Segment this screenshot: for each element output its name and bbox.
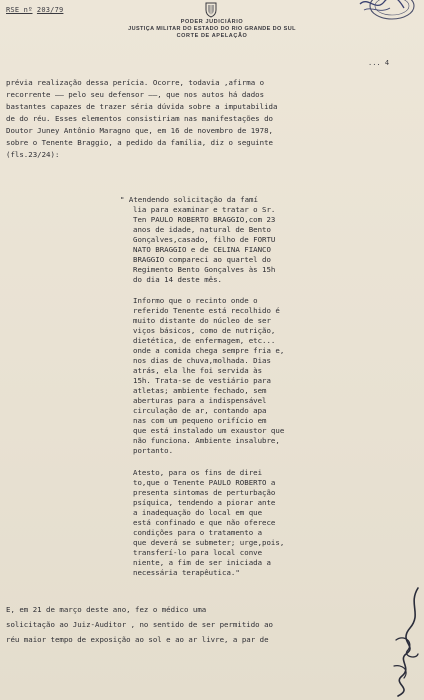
document-reference	[6, 6, 63, 14]
coat-of-arms-icon	[204, 2, 218, 18]
header-court: JUSTIÇA MILITAR DO ESTADO DO RIO GRANDE DO SUL	[128, 26, 296, 32]
quote-line: dietética, de enfermagem, etc...	[133, 336, 276, 345]
text-line: de do réu. Esses elementos consistiriam nas manifestações do	[6, 114, 273, 123]
reference-prefix: RSE nº	[6, 6, 33, 14]
quote-line: muito distante do núcleo de ser	[133, 316, 271, 325]
quote-line: " Atendendo solicitação da famí	[120, 195, 258, 204]
text-line: réu maior tempo de exposição ao sol e ao ar livre, a par de	[6, 635, 269, 644]
text-line: E, em 21 de março deste ano, fez o médico uma	[6, 605, 207, 614]
quote-line: BRAGGIO compareci ao quartel do	[133, 255, 271, 264]
quote-line: atletas; ambiente fechado, sem	[133, 386, 267, 395]
quote-line: que está instalado um exaustor que	[133, 426, 285, 435]
text-line: solicitação ao Juiz-Auditor , no sentido de ser permitido ao	[6, 620, 273, 629]
quote-line: nas com um pequeno orifício em	[133, 416, 267, 425]
quote-line: condições para o tratamento a	[133, 528, 263, 537]
quote-line: está confinado e que não oferece	[133, 518, 276, 527]
quote-line: não funciona. Ambiente insalubre,	[133, 436, 280, 445]
text-line: Doutor Juney Antônio Maragno que, em 16 de novembro de 1978,	[6, 126, 273, 135]
quote-line: presenta sintomas de perturbação	[133, 488, 276, 497]
quote-line: a inadequação do local em que	[133, 508, 263, 517]
text-line: prévia realização dessa perícia. Ocorre, todavia ,afirma o	[6, 78, 265, 87]
quote-line: niente, a fim de ser iniciada a	[133, 558, 271, 567]
text-line: (fls.23/24):	[6, 150, 60, 159]
header-institution: PODER JUDICIÁRIO	[180, 19, 244, 25]
text-line: recorrente —— pelo seu defensor ——, que nos autos há dados	[6, 90, 265, 99]
quote-line: aberturas para a indispensável	[133, 396, 267, 405]
quote-line: Informo que o recinto onde o	[133, 296, 258, 305]
quote-line: do dia 14 deste mês.	[133, 275, 222, 284]
quote-line: psíquica, tendendo a piorar ante	[133, 498, 276, 507]
header-chamber: CORTE DE APELAÇÃO	[176, 33, 248, 39]
quote-line: Regimento Bento Gonçalves às 15h	[133, 265, 276, 274]
quote-line: atrás, ela lhe foi servida às	[133, 366, 263, 375]
quote-line: transferí-lo para local conve	[133, 548, 263, 557]
quote-line: portanto.	[133, 446, 174, 455]
text-line: bastantes capazes de trazer séria dúvida sobre a imputabilida	[6, 102, 278, 111]
quote-line: onde a comida chega sempre fria e,	[133, 346, 285, 355]
page-marker: ... 4	[368, 59, 390, 67]
quote-line: circulação de ar, contando apa	[133, 406, 267, 415]
quote-line: viços básicos, como de nutrição,	[133, 326, 276, 335]
quote-line: Ten PAULO ROBERTO BRAGGIO,com 23	[133, 215, 276, 224]
quote-line: lia para examinar e tratar o Sr.	[133, 205, 276, 214]
quote-line: necessária terapêutica."	[133, 568, 240, 577]
signature-stamp-icon	[354, 0, 416, 22]
quote-line: NATO BRAGGIO e de CELINA FIANCO	[133, 245, 271, 254]
quote-line: referido Tenente está recolhido é	[133, 306, 280, 315]
quote-line: que deverá se submeter; urge,pois,	[133, 538, 285, 547]
quote-line: anos de idade, natural de Bento	[133, 225, 271, 234]
quote-line: 15h. Trata-se de vestiário para	[133, 376, 271, 385]
handwritten-signature-icon	[388, 584, 424, 700]
quote-line: Atesto, para os fins de direi	[133, 468, 263, 477]
text-line: sobre o Tenente Braggio, a pedido da família, diz o seguinte	[6, 138, 273, 147]
quote-line: to,que o Tenente PAULO ROBERTO a	[133, 478, 276, 487]
quote-line: Gonçalves,casado, filho de FORTU	[133, 235, 276, 244]
quote-line: nos dias de chuva,molhada. Dias	[133, 356, 271, 365]
reference-number: 203/79	[36, 6, 64, 14]
